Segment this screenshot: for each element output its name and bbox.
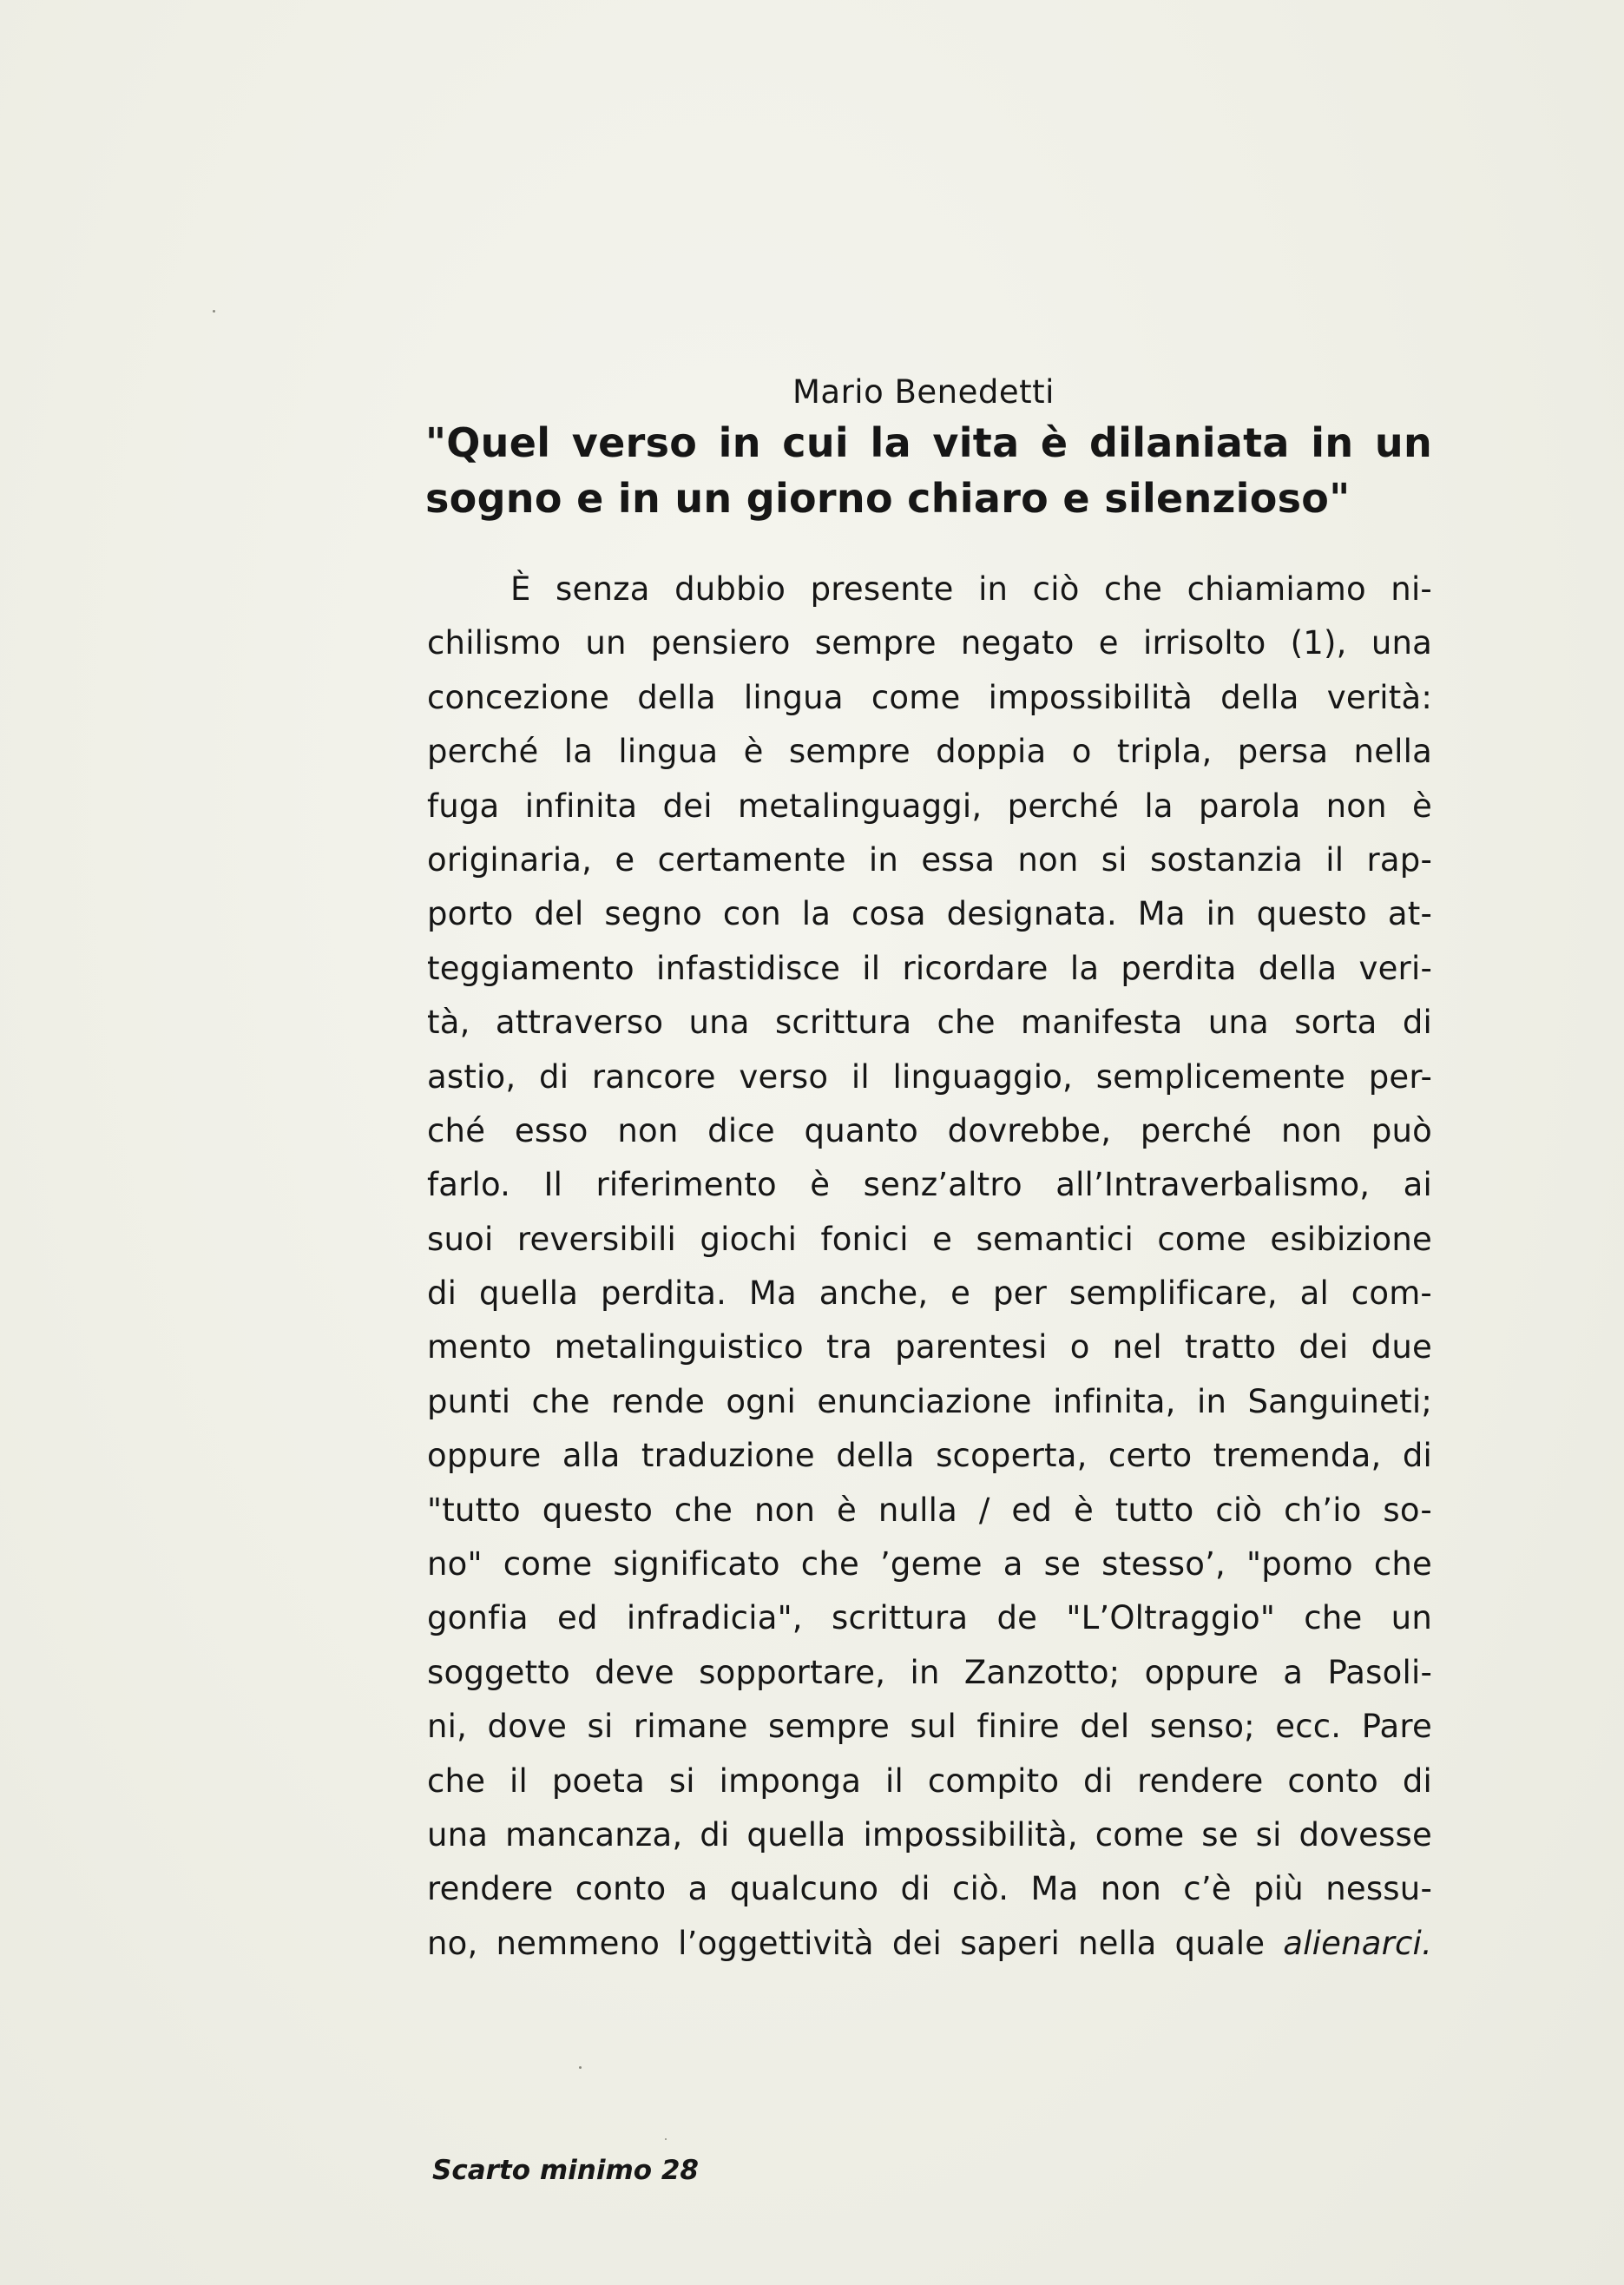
body-line: che il poeta si imponga il compito di rendere conto di <box>427 1761 1432 1800</box>
body-line: oppure alla traduzione della scoperta, certo tremenda, di <box>427 1437 1432 1475</box>
body-line: punti che rende ogni enunciazione infinita, in Sanguineti; <box>427 1382 1432 1420</box>
body-line: concezione della lingua come impossibilità della verità: <box>427 678 1432 716</box>
body-line: farlo. Il riferimento è senz’altro all’Intraverbalismo, ai <box>427 1166 1432 1204</box>
body-line: teggiamento infastidisce il ricordare la perdita della veri- <box>427 949 1432 987</box>
body-line: no" come significato che ’geme a se stesso’, "pomo che <box>427 1545 1432 1584</box>
body-line: soggetto deve sopportare, in Zanzotto; oppure a Pasoli- <box>427 1653 1432 1691</box>
body-line: fuga infinita dei metalinguaggi, perché la parola non è <box>427 787 1432 825</box>
final-line-italic: alienarci. <box>1283 1924 1432 1962</box>
body-line: ni, dove si rimane sempre sul finire del senso; ecc. Pare <box>427 1708 1432 1746</box>
author-name: Mario Benedetti <box>792 373 1055 411</box>
paper-speck <box>579 2066 582 2069</box>
body-line-final <box>427 1917 1432 1971</box>
body-line: rendere conto a qualcuno di ciò. Ma non c’è più nessu- <box>427 1870 1432 1908</box>
body-line: "tutto questo che non è nulla / ed è tutto ciò ch’io so- <box>427 1491 1432 1529</box>
body-line: mento metalinguistico tra parentesi o nel tratto dei due <box>427 1328 1432 1366</box>
body-line: gonfia ed infradicia", scrittura de "L’Oltraggio" che un <box>427 1599 1432 1637</box>
body-line: suoi reversibili giochi fonici e semantici come esibizione <box>427 1220 1432 1258</box>
article-title <box>425 415 1432 526</box>
body-line: tà, attraverso una scrittura che manifesta una sorta di <box>427 1004 1432 1042</box>
final-line-text: no, nemmeno l’oggettività dei saperi nella quale <box>427 1924 1266 1962</box>
body-line: ché esso non dice quanto dovrebbe, perché non può <box>427 1111 1432 1149</box>
body-line: perché la lingua è sempre doppia o tripla, persa nella <box>427 733 1432 771</box>
page-footer: Scarto minimo 28 <box>432 2155 699 2186</box>
title-line: "Quel verso in cui la vita è dilaniata in un <box>425 419 1432 466</box>
paper-speck <box>665 2138 667 2140</box>
article-body <box>427 563 1432 1971</box>
body-line: È senza dubbio presente in ciò che chiamiamo ni- <box>510 570 1432 608</box>
body-line: una mancanza, di quella impossibilità, come se si dovesse <box>427 1815 1432 1854</box>
body-line: astio, di rancore verso il linguaggio, semplicemente per- <box>427 1057 1432 1096</box>
body-line: originaria, e certamente in essa non si sostanzia il rap- <box>427 840 1432 879</box>
body-line: di quella perdita. Ma anche, e per semplificare, al com- <box>427 1274 1432 1313</box>
title-line: sogno e in un giorno chiaro e silenzioso" <box>425 475 1351 522</box>
body-line: chilismo un pensiero sempre negato e irrisolto (1), una <box>427 624 1432 662</box>
paper-speck <box>213 310 215 313</box>
body-line: porto del segno con la cosa designata. Ma in questo at- <box>427 895 1432 933</box>
